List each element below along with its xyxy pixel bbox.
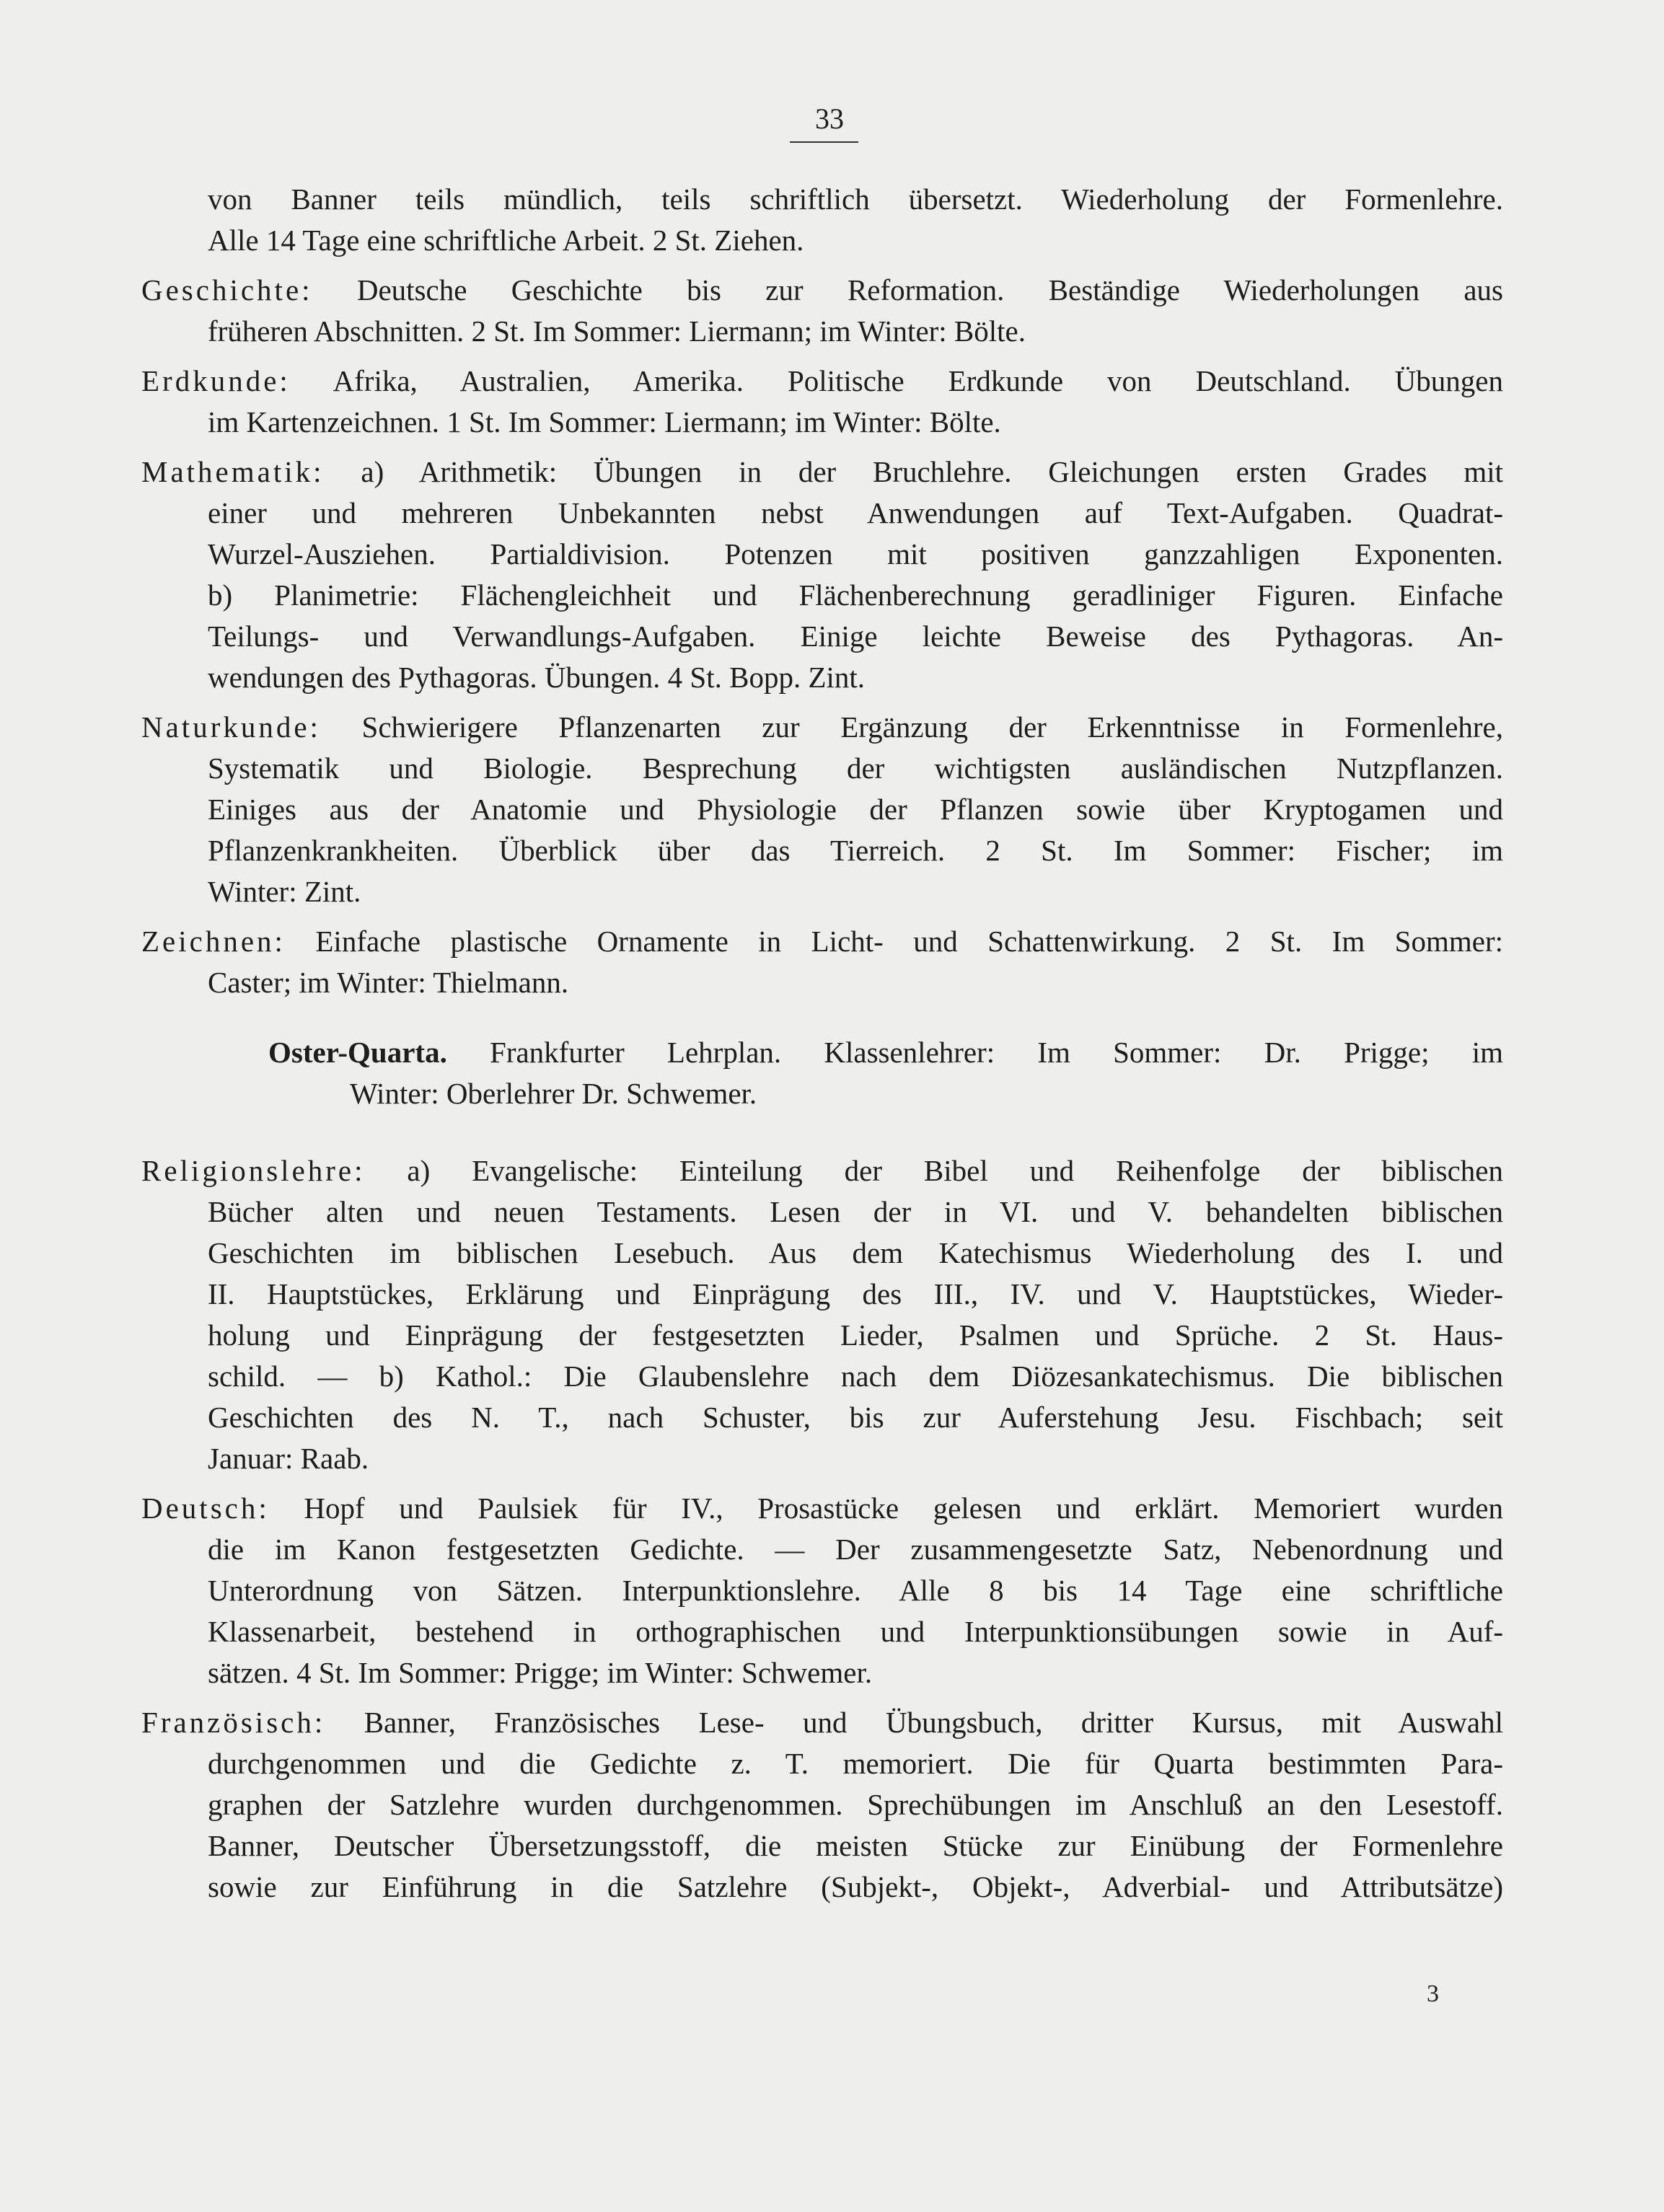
text-line: II. Hauptstückes, Erklärung und Einprägung des III., IV. und V. Hauptstückes, Wieder- bbox=[208, 1277, 1503, 1310]
subject-label: Französisch: bbox=[141, 1706, 326, 1739]
subject-zeichnen bbox=[141, 921, 1503, 1003]
text-line: Winter: Zint. bbox=[208, 875, 361, 908]
text-line: b) Planimetrie: Flächengleichheit und Flächenberechnung geradliniger Figuren. Einfache bbox=[208, 578, 1503, 612]
subject-label: Naturkunde: bbox=[141, 710, 321, 744]
text-line: Pflanzenkrankheiten. Überblick über das Tierreich. 2 St. Im Sommer: Fischer; im bbox=[208, 834, 1503, 867]
class-heading bbox=[268, 1032, 1503, 1114]
text-line: Einiges aus der Anatomie und Physiologie der Pflanzen sowie über Kryptogamen und bbox=[208, 793, 1503, 826]
text-line: Geschichten im biblischen Lesebuch. Aus dem Katechismus Wiederholung des I. und bbox=[208, 1236, 1503, 1269]
text-line: Geschichten des N. T., nach Schuster, bis zur Auferstehung Jesu. Fischbach; seit bbox=[208, 1401, 1503, 1434]
subject-text: a) Evangelische: Einteilung der Bibel und Reihenfolge der biblischen bbox=[407, 1154, 1503, 1187]
text-line: früheren Abschnitten. 2 St. Im Sommer: Liermann; im Winter: Bölte. bbox=[208, 314, 1026, 348]
subject-naturkunde bbox=[141, 707, 1503, 912]
page-body bbox=[141, 179, 1503, 1916]
text-line: Unterordnung von Sätzen. Interpunktionslehre. Alle 8 bis 14 Tage eine schriftliche bbox=[208, 1574, 1503, 1607]
text-line: Wurzel-Ausziehen. Partialdivision. Potenzen mit positiven ganzzahligen Exponenten. bbox=[208, 537, 1503, 570]
signature-mark: 3 bbox=[1427, 1980, 1439, 2007]
class-title: Oster-Quarta. bbox=[268, 1036, 447, 1069]
text-line: wendungen des Pythagoras. Übungen. 4 St. Bopp. Zint. bbox=[208, 661, 866, 694]
text-line: Systematik und Biologie. Besprechung der wichtigsten ausländischen Nutzpflanzen. bbox=[208, 752, 1503, 785]
text-line: Winter: Oberlehrer Dr. Schwemer. bbox=[350, 1077, 757, 1110]
text-line bbox=[268, 1032, 1503, 1073]
subject-text: Deutsche Geschichte bis zur Reformation. Beständige Wiederholungen aus bbox=[356, 273, 1503, 307]
text-line bbox=[141, 707, 1503, 748]
text-line: Caster; im Winter: Thielmann. bbox=[208, 966, 569, 999]
subject-erdkunde bbox=[141, 361, 1503, 443]
subject-religionslehre bbox=[141, 1150, 1503, 1479]
text-line: Alle 14 Tage eine schriftliche Arbeit. 2 St. Ziehen. bbox=[208, 224, 804, 257]
text-line: schild. — b) Kathol.: Die Glaubenslehre nach dem Diözesankatechismus. Die biblischen bbox=[208, 1360, 1503, 1393]
text-line bbox=[141, 270, 1503, 311]
subject-label: Erdkunde: bbox=[141, 364, 291, 397]
subject-deutsch bbox=[141, 1488, 1503, 1693]
subject-text: a) Arithmetik: Übungen in der Bruchlehre. Gleichungen ersten Grades mit bbox=[361, 455, 1504, 488]
text-line: sätzen. 4 St. Im Sommer: Prigge; im Winter: Schwemer. bbox=[208, 1656, 873, 1689]
subject-text: Schwierigere Pflanzenarten zur Ergänzung der Erkenntnisse in Formenlehre, bbox=[361, 710, 1504, 744]
text-line bbox=[141, 1488, 1503, 1529]
text-line: Banner, Deutscher Übersetzungsstoff, die meisten Stücke zur Einübung der Formenlehre bbox=[208, 1829, 1503, 1862]
text-line bbox=[141, 361, 1503, 402]
subject-label: Zeichnen: bbox=[141, 925, 286, 958]
subject-text: Afrika, Australien, Amerika. Politische Erdkunde von Deutschland. Übungen bbox=[333, 364, 1503, 397]
class-heading-text: Frankfurter Lehrplan. Klassenlehrer: Im Sommer: Dr. Prigge; im bbox=[490, 1036, 1503, 1069]
subject-franzoesisch bbox=[141, 1702, 1503, 1908]
text-line bbox=[141, 921, 1503, 962]
page-number-rule bbox=[790, 141, 858, 143]
subject-label: Religionslehre: bbox=[141, 1154, 366, 1187]
text-line bbox=[141, 1150, 1503, 1191]
intro-paragraph bbox=[141, 179, 1503, 261]
text-line: von Banner teils mündlich, teils schriftlich übersetzt. Wiederholung der Formenlehre. bbox=[208, 182, 1503, 216]
subject-text: Einfache plastische Ornamente in Licht- und Schattenwirkung. 2 St. Im Sommer: bbox=[315, 925, 1503, 958]
text-line: im Kartenzeichnen. 1 St. Im Sommer: Liermann; im Winter: Bölte. bbox=[208, 405, 1001, 439]
text-line: Klassenarbeit, bestehend in orthographischen und Interpunktionsübungen sowie in Auf- bbox=[208, 1615, 1503, 1648]
text-line bbox=[141, 451, 1503, 493]
text-line: die im Kanon festgesetzten Gedichte. — Der zusammengesetzte Satz, Nebenordnung und bbox=[208, 1533, 1503, 1566]
page-number: 33 bbox=[815, 102, 844, 135]
subject-text: Banner, Französisches Lese- und Übungsbuch, dritter Kursus, mit Auswahl bbox=[364, 1706, 1504, 1739]
subject-label: Deutsch: bbox=[141, 1491, 270, 1525]
text-line: holung und Einprägung der festgesetzten Lieder, Psalmen und Sprüche. 2 St. Haus- bbox=[208, 1318, 1503, 1352]
text-line: durchgenommen und die Gedichte z. T. memoriert. Die für Quarta bestimmten Para- bbox=[208, 1747, 1503, 1780]
subject-label: Geschichte: bbox=[141, 273, 313, 307]
text-line bbox=[141, 1702, 1503, 1743]
text-line: einer und mehreren Unbekannten nebst Anwendungen auf Text-Aufgaben. Quadrat- bbox=[208, 496, 1503, 529]
text-line: graphen der Satzlehre wurden durchgenommen. Sprechübungen im Anschluß an den Lesestoff. bbox=[208, 1788, 1503, 1821]
subject-text: Hopf und Paulsiek für IV., Prosastücke gelesen und erklärt. Memoriert wurden bbox=[304, 1491, 1503, 1525]
subject-mathematik bbox=[141, 451, 1503, 698]
text-line: Bücher alten und neuen Testaments. Lesen der in VI. und V. behandelten biblischen bbox=[208, 1195, 1503, 1228]
text-line: Januar: Raab. bbox=[208, 1442, 369, 1475]
subject-label: Mathematik: bbox=[141, 455, 325, 488]
text-line: Teilungs- und Verwandlungs-Aufgaben. Einige leichte Beweise des Pythagoras. An- bbox=[208, 620, 1503, 653]
subject-geschichte bbox=[141, 270, 1503, 352]
text-line: sowie zur Einführung in die Satzlehre (Subjekt-, Objekt-, Adverbial- und Attributsätze) bbox=[208, 1870, 1503, 1903]
